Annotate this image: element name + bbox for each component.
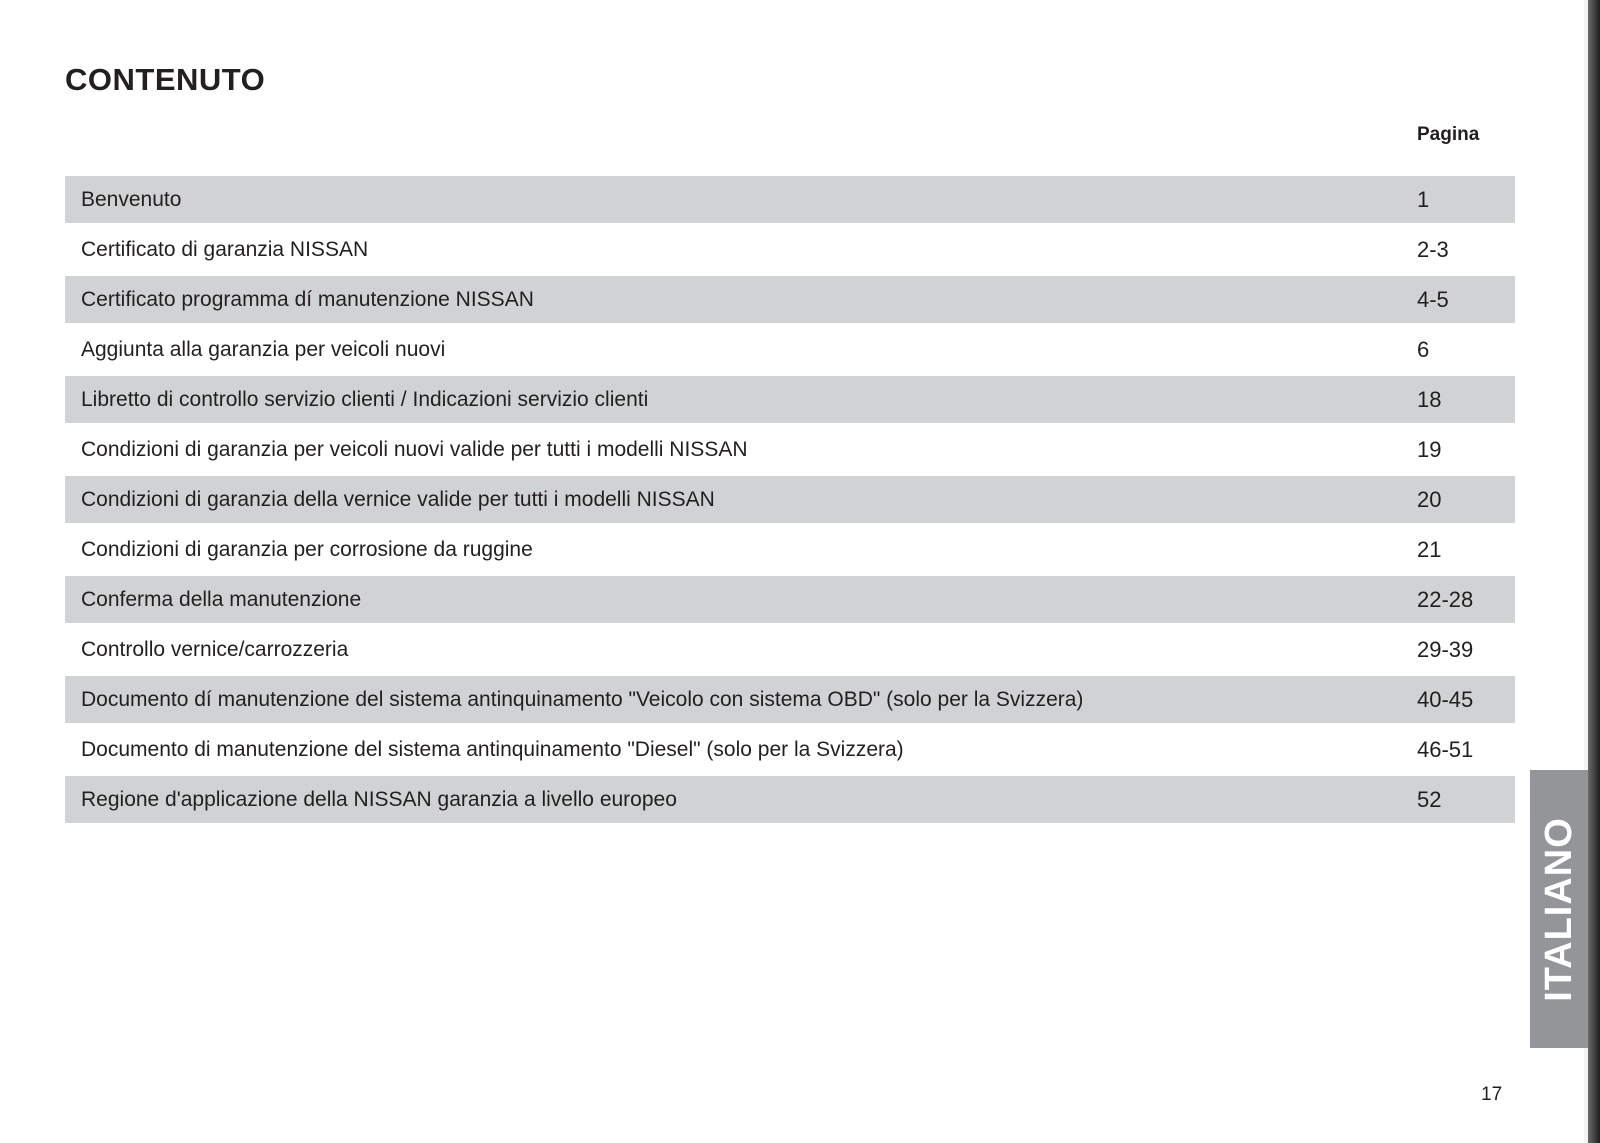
toc-entry-page: 20 [1417, 486, 1442, 512]
toc-entry-page: 40-45 [1417, 686, 1474, 712]
toc-row[interactable] [65, 176, 1515, 223]
toc-entry-title: Regione d'applicazione della NISSAN garanzia a livello europeo [81, 787, 677, 811]
toc-entry-title: Certificato di garanzia NISSAN [81, 237, 369, 261]
page-column-header: Pagina [1417, 124, 1480, 145]
language-tab [1530, 770, 1588, 1048]
toc-row[interactable] [65, 776, 1515, 823]
toc-row[interactable] [65, 376, 1515, 423]
toc-entry-page: 2-3 [1417, 236, 1449, 262]
toc-entry-page: 21 [1417, 536, 1442, 562]
toc-entry-page: 29-39 [1417, 636, 1474, 662]
toc-row[interactable] [65, 476, 1515, 523]
page-edge-shadow [1588, 0, 1600, 1143]
toc-entry-title: Conferma della manutenzione [81, 587, 362, 611]
toc-entry-page: 46-51 [1417, 736, 1474, 762]
toc-entry-page: 22-28 [1417, 586, 1474, 612]
toc-entry-page: 18 [1417, 386, 1442, 412]
language-tab-label: ITALIANO [1537, 816, 1580, 1002]
table-of-contents [65, 176, 1515, 826]
toc-row[interactable] [65, 526, 1515, 573]
toc-row[interactable] [65, 276, 1515, 323]
page-number: 17 [1481, 1084, 1503, 1105]
toc-row[interactable] [65, 326, 1515, 373]
toc-row[interactable] [65, 726, 1515, 773]
toc-entry-page: 19 [1417, 436, 1442, 462]
toc-row[interactable] [65, 226, 1515, 273]
page-title: CONTENUTO [65, 62, 266, 97]
toc-row[interactable] [65, 576, 1515, 623]
toc-entry-page: 52 [1417, 786, 1442, 812]
toc-entry-title: Aggiunta alla garanzia per veicoli nuovi [81, 337, 446, 361]
toc-entry-page: 1 [1417, 186, 1430, 212]
toc-entry-title: Condizioni di garanzia della vernice valide per tutti i modelli NISSAN [81, 487, 715, 511]
toc-entry-page: 6 [1417, 336, 1430, 362]
toc-entry-title: Condizioni di garanzia per veicoli nuovi valide per tutti i modelli NISSAN [81, 437, 748, 461]
toc-entry-title: Benvenuto [81, 187, 182, 211]
toc-row[interactable] [65, 676, 1515, 723]
toc-row[interactable] [65, 626, 1515, 673]
toc-entry-page: 4-5 [1417, 286, 1449, 312]
toc-row[interactable] [65, 426, 1515, 473]
toc-entry-title: Controllo vernice/carrozzeria [81, 637, 349, 661]
toc-entry-title: Libretto di controllo servizio clienti / Indicazioni servizio clienti [81, 387, 649, 411]
toc-entry-title: Documento di manutenzione del sistema antinquinamento "Diesel" (solo per la Svizzera) [81, 737, 904, 761]
toc-entry-title: Documento dí manutenzione del sistema antinquinamento "Veicolo con sistema OBD" (solo per la Svizzera) [81, 687, 1084, 711]
toc-entry-title: Condizioni di garanzia per corrosione da ruggine [81, 537, 533, 561]
toc-entry-title: Certificato programma dí manutenzione NISSAN [81, 287, 534, 311]
